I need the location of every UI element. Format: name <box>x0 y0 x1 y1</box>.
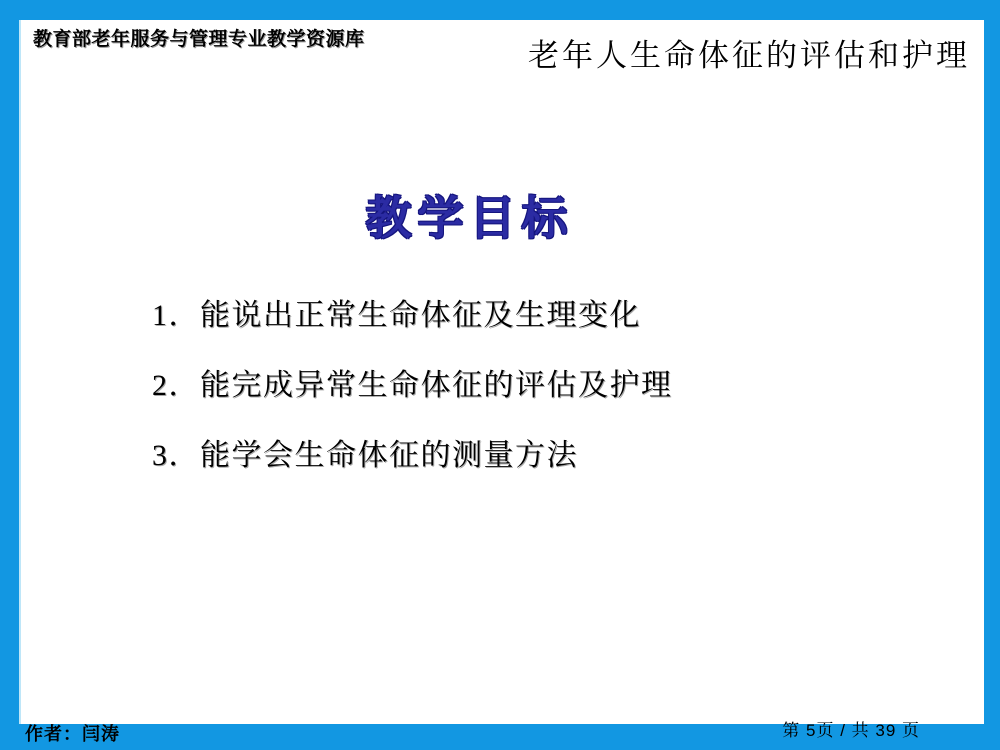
objective-item-2: 2．能完成异常生命体征的评估及护理 <box>152 369 673 402</box>
header-course-title: 老年人生命体征的评估和护理 <box>528 38 970 73</box>
objective-item-1: 1．能说出正常生命体征及生理变化 <box>152 299 641 332</box>
header-resource-bank-label: 教育部老年服务与管理专业教学资源库 <box>33 29 365 50</box>
slide-title: 教学目标 <box>365 192 574 244</box>
objective-item-3: 3．能学会生命体征的测量方法 <box>152 439 578 472</box>
footer-page-indicator: 第 5页 / 共 39 页 <box>782 721 920 740</box>
slide-content-area <box>19 20 984 724</box>
objectives-list <box>152 296 673 506</box>
footer-author: 作者：闫涛 <box>25 724 120 744</box>
